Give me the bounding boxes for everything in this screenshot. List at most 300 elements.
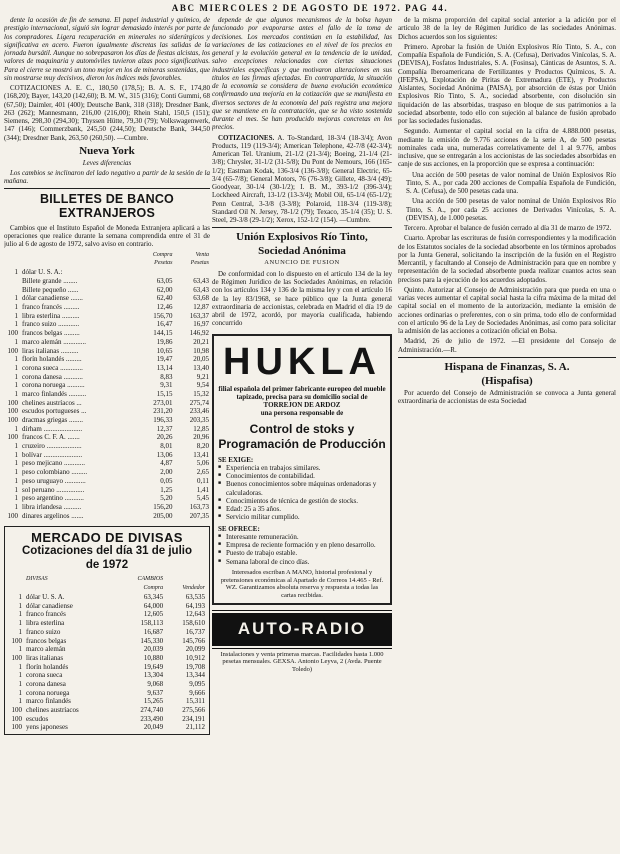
- cell-qty: 1: [14, 363, 18, 372]
- cell-buy: 196,33: [153, 416, 173, 424]
- cell-name: corona noruega ..........: [22, 381, 85, 390]
- cell-name: corona danesa ...........: [22, 372, 83, 381]
- mercado-table: [8, 575, 206, 731]
- cell-buy: 13,06: [156, 450, 173, 459]
- cell-buy: 12,37: [156, 424, 173, 433]
- cell-name: dólar canadiense: [26, 601, 73, 610]
- cell-sell: 5,06: [196, 459, 209, 468]
- table-row: [8, 645, 206, 654]
- table-row: [8, 628, 206, 637]
- billetes-header-buy: Compra: [152, 251, 173, 258]
- hukla-role: Control de stoks y Programación de Producción: [218, 421, 386, 451]
- cell-qty: 1: [14, 459, 18, 468]
- mercado-header-row: [8, 575, 206, 584]
- cell-buy: 9,068: [147, 679, 164, 688]
- cell-buy: 16,687: [143, 627, 164, 636]
- cell-qty: 1: [14, 268, 18, 277]
- cell-name: francos belgas .........: [22, 329, 80, 338]
- ny-quotes-label: COTIZACIONES.: [218, 133, 275, 142]
- table-row: [4, 320, 210, 329]
- acuerdo-cuarto: Cuarto. Aprobar las escrituras de fusión correspondientes y la modificación de los Estatutos sociales de la sociedad absorbente en los términos aprobados por la Junta General, solicitando la inscripción de la fusión en el Registro Mercantil, y facultando al Consejo de Administración para que en nombre y representación de la sociedad absorbente pueda realizar cuantos actos sean precisos para la ejecución de los acuerdos adoptados.: [398, 234, 616, 284]
- cell-name: dinares argelinos .......: [22, 511, 84, 520]
- cell-name: yens japoneses: [26, 723, 68, 732]
- list-item: ■ Semana laboral de cinco días.: [218, 558, 386, 566]
- billetes-subheader-row: [4, 259, 210, 268]
- se-ofrece-label: SE OFRECE:: [218, 524, 260, 533]
- cell-name: chelines austríacos: [26, 706, 79, 715]
- cell-buy: 62,00: [156, 285, 173, 294]
- cell-sell: 10,912: [185, 653, 205, 662]
- cell-qty: 100: [11, 706, 22, 715]
- cell-buy: 156,20: [153, 502, 173, 511]
- cell-buy: 19,47: [156, 355, 173, 364]
- cell-buy: 12,46: [156, 303, 173, 312]
- cell-sell: 158,610: [182, 619, 205, 628]
- cell-buy: 233,490: [140, 714, 164, 723]
- billetes-intro: Cambios que el Instituto Español de Moneda Extranjera aplicará a las operaciones que realice durante la semana comprendida entre el 31 de julio al 6 de agosto de 1972, salvo aviso en contrario.: [4, 223, 210, 249]
- acuerdo-primero: Primero. Aprobar la fusión de Unión Explosivos Río Tinto, S. A., con Compañía Española de Fundición, S. A. (Cefusa), Derivados Vinícolas, S. A. (DEVISA), Fosfatos Industriales, S. A. (Fosinsa), Cánticas de Asuntos, S. A. Compañía Iberoamericana de Fertilizantes y Productos Químicos, S. A. (IFEPSA), Explotación de Piritas de Extremadura (ETE), y Productos Aislantes, Sociedad Anónima (PAISA), por absorción de éstas por Unión Explosivos Río Tinto, S. A., sociedad absorbente, con disolución sin liquidación de las absorbidas, traspaso en bloque de sus patrimonios a la sociedad absorbente, todo ello con sujeción al balance de fusión aprobado por las sociedades fusionadas.: [398, 42, 616, 125]
- cell-name: marco finlandés: [26, 697, 71, 706]
- list-item: ■ Interesante remuneración.: [218, 533, 386, 541]
- ny-quotes-text: A. To-Standard, 18-3/4 (18-3/4); Avon Products, 119 (119-3/4); American Telephone, 42-7/8 (42-3/4); American Tel. Uranium, 21-1/2 (21-3/4); Boeing, 21-1/4 (21-3/8); Chrysler, 31-1/2 (31-5/8); Du Pont de Nemours, 166 (165-1/2); Eastman Kodak, 136-3/4 (136-3/8); General Electric, 65-3/4 (65-7/8); General Motors, 76 (76-3/8); Gillete, 48-3/4 (49); Goodyear, 30-1/4 (30-1/2); I. B. M., 393-1/2 (396-3/4); Lockheed Aircraft, 13-1/2 (13-3/4); Mobil Oil, 65-1/4 (65-1/2); Penn Central, 3-3/8 (3-3/8); Polaroid, 118-3/4 (119-3/8); Standard Oil N. Jersey, 78-1/2 (79); Texaco, 35-1/4 (35); U. S. Steel, 29-3/8 (29-1/2); Xerox, 152-1/2 (154). —Cumbre.: [212, 133, 392, 224]
- hukla-logo: HUKLA: [223, 340, 381, 383]
- cell-buy: 5,20: [160, 494, 173, 503]
- mercado-header-sell: Vendedor: [182, 584, 205, 591]
- se-exige-list: [218, 464, 386, 522]
- cell-buy: 20,039: [143, 645, 164, 654]
- table-row: [4, 416, 210, 425]
- table-row: [4, 485, 210, 494]
- union-subtitle: ANUNCIO DE FUSION: [264, 259, 340, 267]
- cell-buy: 158,113: [140, 619, 164, 628]
- table-row: [4, 494, 210, 503]
- cell-sell: 16,737: [185, 627, 205, 636]
- cell-qty: 1: [14, 303, 18, 312]
- cell-sell: 275,566: [182, 706, 205, 715]
- cell-sell: 163,37: [189, 311, 209, 320]
- cell-qty: 100: [7, 407, 18, 416]
- cell-qty: 1: [14, 355, 18, 364]
- table-row: [4, 355, 210, 364]
- table-row: [8, 688, 206, 697]
- cell-sell: 146,92: [189, 329, 209, 338]
- cell-sell: 163,73: [189, 502, 209, 511]
- union-title-2: Sociedad Anónima: [258, 245, 346, 258]
- cell-buy: 16,47: [156, 320, 173, 329]
- cell-buy: 9,31: [160, 381, 173, 390]
- cell-sell: 63,535: [185, 593, 205, 602]
- table-row: [4, 390, 210, 399]
- mercado-header-cambios: CAMBIOS: [137, 576, 164, 583]
- cell-qty: 1: [18, 688, 22, 697]
- cell-name: peso argentino ...........: [22, 494, 84, 503]
- cell-buy: 273,01: [153, 398, 173, 407]
- cell-sell: 13,40: [193, 363, 209, 372]
- cell-name: peso uruguayo ............: [22, 476, 86, 485]
- billetes-header-row: [4, 251, 210, 260]
- billetes-subheader-sell: Pesetas: [190, 260, 209, 267]
- table-row: [8, 697, 206, 706]
- table-row: [4, 277, 210, 286]
- cell-buy: 20,26: [156, 433, 173, 442]
- table-row: [8, 723, 206, 732]
- cell-sell: 207,35: [189, 511, 209, 520]
- autoradio-text: Instalaciones y venta primeras marcas. Facilidades hasta 1.000 pesetas mensuales. GEXSA. Antonio Leyva, 2 (Avda. Puente Toledo): [220, 650, 384, 673]
- cell-name: dólar canadiense .......: [22, 294, 83, 303]
- cell-qty: 1: [14, 476, 18, 485]
- cell-name: escudos portugueses ...: [22, 407, 87, 416]
- wall-street-intro: depende de que algunos mecanismos de la bolsa hayan funcionado por evaporarse antes el fallo de la toma de decisiones. Los mercados continúan en la estabilidad, las variaciones de las cotizaciones en el nivel de los precios en general y la evolución general en la tendencia de la unidad, salvo excepciones relacionadas con ciertas situaciones industriales específicas y que motivaron alteraciones en sus títulos en las firmas afectadas. En contrapartida, la situación de la economía se considera de buena evolución económica confirmando una mejoría en la cotización que se manifiesta en diversos sectores de la economía del país registra una mejora que se mantiene en la contratación, que se ha visto sostenida durante el mes. Se han producido mejoras concretas en los precios.: [212, 16, 392, 132]
- cell-buy: 145,330: [140, 636, 164, 645]
- se-ofrece-list: [218, 533, 386, 566]
- cell-qty: [4, 277, 21, 286]
- cell-name: florín holandés: [26, 662, 69, 671]
- cell-qty: 1: [18, 679, 22, 688]
- cell-qty: 100: [7, 329, 18, 338]
- cell-qty: 100: [11, 653, 22, 662]
- cell-sell: 145,766: [182, 636, 205, 645]
- cell-buy: 13,14: [156, 363, 173, 372]
- cell-buy: 0,05: [160, 476, 173, 485]
- canje-2: Una acción de 500 pesetas de valor nominal de Unión Explosivos Río Tinto, S. A., por cada 25 acciones de Derivados Vinícolas, S. A. (DEVISA), de 1.000 pesetas.: [406, 197, 616, 222]
- cell-sell: 64,193: [185, 601, 205, 610]
- cell-buy: 19,649: [143, 662, 164, 671]
- table-row: [8, 680, 206, 689]
- table-row: [4, 346, 210, 355]
- cell-buy: [136, 268, 173, 277]
- table-row: [4, 511, 210, 520]
- cell-name: corona noruega: [26, 688, 70, 697]
- cell-buy: 13,304: [143, 671, 164, 680]
- new-york-text: Los cambios se inclinaron del lado negativo a partir de la sesión de la mañana.: [4, 168, 210, 186]
- acuerdo-tercero: Tercero. Aprobar el balance de fusión cerrado al día 31 de marzo de 1972.: [404, 224, 612, 232]
- hispana-title: Hispana de Finanzas, S. A.: [444, 360, 570, 373]
- cell-name: corona sueca: [26, 671, 63, 680]
- table-row: [8, 610, 206, 619]
- autoradio-banner: AUTO-RADIO: [212, 613, 392, 645]
- cell-buy: 10,880: [143, 653, 164, 662]
- cell-buy: 8,83: [160, 372, 173, 381]
- table-row: [4, 303, 210, 312]
- table-row: [8, 593, 206, 602]
- cell-name: franco suizo ............: [22, 320, 80, 329]
- cell-sell: 19,708: [185, 662, 205, 671]
- table-row: [4, 442, 210, 451]
- acuerdo-segundo: Segundo. Aumentar el capital social en la cifra de 4.888.000 pesetas, mediante la emisión de 9.776 acciones de la serie A, de 500 pesetas nominales cada una, numeradas correlativamente del 1 al 9.776, ambos inclusive, que se entregarán a los accionistas de las sociedades absorbidas en canje de sus acciones, en la proporción que se expresa a continuación:: [398, 127, 616, 169]
- cell-qty: 1: [14, 372, 18, 381]
- cell-qty: 1: [18, 610, 22, 619]
- cell-name: Billete grande ........: [22, 277, 78, 285]
- cell-buy: 63,345: [143, 593, 164, 602]
- mercado-header-buy: Compra: [143, 584, 164, 591]
- cell-sell: 9,095: [189, 679, 205, 688]
- table-row: [4, 381, 210, 390]
- list-item: ■ Buenos conocimientos sobre máquinas ordenadoras y calculadoras.: [218, 480, 386, 497]
- cell-sell: 0,11: [197, 476, 209, 485]
- list-item: ■ Edad: 25 a 35 años.: [218, 505, 386, 513]
- list-item: ■ Experiencia en trabajos similares.: [218, 464, 386, 472]
- cell-sell: 15,32: [193, 389, 209, 398]
- cell-qty: 1: [14, 450, 18, 459]
- hukla-person: una persona responsable de: [260, 409, 344, 418]
- new-york-title: Nueva York: [79, 144, 135, 157]
- cell-sell: 12,85: [193, 424, 209, 433]
- cell-buy: 15,265: [143, 697, 164, 706]
- cell-qty: 100: [7, 511, 18, 520]
- table-row: [4, 372, 210, 381]
- divider: [212, 227, 392, 228]
- union-continued-text: de la misma proporción del capital social anterior a la adición por el artículo 38 de la ley de Régimen Jurídico de las sociedades Anónimas. Dichos acuerdos son los siguientes:: [398, 16, 616, 41]
- cell-buy: 8,01: [160, 442, 173, 451]
- billetes-title: BILLETES DE BANCO EXTRANJEROS: [40, 192, 174, 221]
- table-row: [4, 477, 210, 486]
- cell-qty: 1: [18, 601, 22, 610]
- cell-sell: 63,43: [193, 277, 209, 285]
- cell-buy: 1,25: [160, 485, 173, 494]
- cell-sell: 12,87: [193, 303, 209, 312]
- cell-sell: 275,74: [189, 398, 209, 407]
- column-2: [212, 16, 392, 848]
- cell-name: dólar U. S. A.: [26, 593, 65, 602]
- cell-buy: 15,15: [156, 389, 173, 398]
- cell-sell: 15,311: [186, 697, 205, 706]
- cell-name: francos C. F. A. .......: [22, 433, 80, 442]
- cell-name: escudos: [26, 714, 49, 723]
- cell-name: libra esterlina: [26, 619, 65, 628]
- cell-sell: 9,54: [196, 381, 209, 390]
- list-item: ■ Empresa de reciente formación y en pleno desarrollo.: [218, 541, 386, 549]
- cell-name: florín holandés .........: [22, 355, 82, 364]
- cell-sell: 63,68: [193, 294, 209, 303]
- cell-sell: 9,21: [196, 372, 209, 381]
- frankfurt-quotes: COTIZACIONES A. E. C., 180,50 (178,5); B. A. S. F., 174,80 (168,20); Bayer, 143,20 (142,60); B. M. W., 315 (316); Conti Gummi, 68 (67,50); Daimler, 401 (400); Deutsche Bank, 318 (318); Dresdner Bank, 263 (262); Mannesmann, 216,00 (216,00); Rhein Stahl, 150,5 (151); Siemens, 298,30 (294,30); Thyssen Hütte, 79,30 (79); Volkswagenwerk, 147 (146); Commerzbank, 245,50 (244,50); Deutsche Bank, 344,50 (344); Dresdner Bank, 263,50 (260,50). —Cumbre.: [4, 84, 210, 142]
- table-row: [4, 294, 210, 303]
- cell-name: corona sueca .............: [22, 363, 83, 372]
- cell-sell: 9,666: [189, 688, 205, 697]
- cell-sell: 2,65: [196, 468, 209, 477]
- cell-buy: 19,86: [156, 337, 173, 346]
- mercado-subtitle-year: de 1972: [85, 558, 129, 571]
- cell-buy: 274,740: [140, 706, 164, 715]
- cell-name: peso colombiano .........: [22, 468, 88, 477]
- table-row: [8, 619, 206, 628]
- cell-qty: [4, 285, 21, 294]
- cell-buy: 231,20: [153, 407, 173, 416]
- mercado-title: MERCADO DE DIVISAS: [31, 530, 183, 546]
- se-exige-label: SE EXIGE:: [218, 455, 254, 464]
- page-header: ABC MIERCOLES 2 DE AGOSTO DE 1972. PAG 44.: [171, 3, 449, 13]
- billetes-subheader-buy: Pesetas: [154, 260, 173, 267]
- table-row: [4, 451, 210, 460]
- table-row: [4, 468, 210, 477]
- cell-qty: 1: [18, 619, 22, 628]
- cell-qty: 1: [14, 494, 18, 503]
- cell-qty: 1: [14, 424, 18, 433]
- table-row: [4, 364, 210, 373]
- cell-sell: 8,20: [196, 442, 209, 451]
- cell-qty: 1: [14, 442, 18, 451]
- cell-qty: 1: [14, 294, 18, 303]
- cell-buy: 4,87: [160, 459, 173, 468]
- table-row: [8, 654, 206, 663]
- cell-sell: 13,344: [185, 671, 205, 680]
- table-row: [4, 459, 210, 468]
- hispana-subtitle: (Hispafisa): [481, 374, 533, 387]
- cell-name: sol peruano ................: [22, 485, 85, 494]
- table-row: [4, 329, 210, 338]
- table-row: [4, 503, 210, 512]
- cell-qty: 1: [14, 502, 18, 511]
- cell-buy: 144,15: [153, 329, 173, 338]
- cell-qty: 1: [14, 468, 18, 477]
- cell-sell: 20,21: [193, 337, 209, 346]
- table-row: [4, 407, 210, 416]
- cell-name: dólar U. S. A.:: [22, 268, 63, 277]
- cell-qty: 1: [18, 593, 22, 602]
- ny-quotes: [212, 134, 392, 225]
- cell-name: libra esterlina ..........: [22, 311, 80, 320]
- cell-qty: 1: [14, 320, 18, 329]
- cell-name: peso mejicano ............: [22, 459, 85, 468]
- table-row: [4, 398, 210, 407]
- cell-buy: 20,049: [143, 723, 164, 732]
- billetes-table: [4, 251, 210, 520]
- cell-buy: 9,637: [147, 688, 164, 697]
- new-york-subtitle: Leves diferencias: [82, 158, 132, 167]
- hukla-place: TORREJON DE ARDOZ: [263, 401, 341, 410]
- cell-buy: 10,65: [156, 346, 173, 355]
- cell-name: chelines austríacos ...: [22, 398, 82, 407]
- cell-buy: 63,05: [156, 277, 173, 285]
- cell-buy: 12,605: [143, 610, 164, 619]
- cell-sell: 203,35: [189, 416, 209, 424]
- union-text: De conformidad con lo dispuesto en el artículo 134 de la ley de Régimen Jurídico de las Sociedades Anónimas, en relación con los artículos 134 y 136 de la misma ley y con el artículo 16 de la ley 83/1968, se hace público que la Junta general extraordinaria de accionistas, celebrada en Madrid el día 19 de abril de 1972, acordó, por mayoría cualificada, habiendo concurrido: [212, 269, 392, 328]
- cell-name: Billete pequeño ......: [22, 285, 79, 294]
- cell-sell: 10,98: [193, 346, 209, 355]
- hukla-intro: filial española del primer fabricante europeo del mueble tapizado, precisa para su domicilio social de: [218, 384, 386, 401]
- acuerdo-quinto: Quinto. Autorizar al Consejo de Administración para que pueda en una o varias veces aumentar el capital social hasta la cifra máxima de la mitad del capital social en el momento de la autorización, mediante la emisión de acciones ordinarias o preferentes, con o sin prima, todo ello de conformidad con el artículo 96 de la Ley de Sociedades Anónimas, así como para solicitar la admisión de las acciones a cotización oficial en Bolsa.: [398, 285, 616, 335]
- cell-name: liras italianas: [26, 653, 64, 662]
- cell-name: dírham ......................: [22, 424, 83, 433]
- cell-buy: 156,70: [153, 311, 173, 320]
- divider: [4, 188, 210, 189]
- table-row: [4, 433, 210, 442]
- cell-qty: 100: [7, 433, 18, 442]
- cell-sell: 16,97: [193, 320, 209, 329]
- cell-qty: 1: [18, 645, 22, 654]
- cell-name: bolívar ......................: [22, 450, 83, 459]
- table-row: [4, 424, 210, 433]
- cell-qty: 1: [14, 311, 18, 320]
- list-item: ■ Conocimientos de técnica de gestión de stocks.: [218, 497, 386, 505]
- cell-name: marco alemán: [26, 645, 66, 654]
- list-item: ■ Puesto de trabajo estable.: [218, 549, 386, 557]
- market-intro-text: dente la ocasión de fin de semana. El papel industrial y químico, de prestigio internacional, siguió sin lograr demasiado interés por parte de los compradores. Ligera recuperación en minerales no siderúrgicos y significativa en acero. Fueron igualmente discretas las salidas de la jornada bursátil. Aunque no sobrepasaron los días de fiestas alcistas, los valores de maquinaria y automóviles tuvieron alzas poco significativas. Para el cierre se mostró un tono mejor en los de mineras sostenidas, que sin mostrarse muy decisivos, dieron los índices más favorables.: [4, 16, 210, 82]
- table-row: [8, 602, 206, 611]
- table-row: [8, 662, 206, 671]
- cell-qty: 100: [11, 723, 22, 732]
- cell-qty: 100: [7, 346, 18, 355]
- table-row: [4, 268, 210, 277]
- cell-sell: 233,46: [189, 407, 209, 416]
- cell-qty: 1: [18, 671, 22, 680]
- mercado-header-divisas: DIVISAS: [26, 576, 48, 583]
- cell-qty: 100: [11, 636, 22, 645]
- cell-name: corona danesa: [26, 679, 66, 688]
- cell-qty: 1: [18, 627, 22, 636]
- hukla-ad: [212, 334, 392, 606]
- mercado-divisas-box: [4, 526, 210, 735]
- cell-buy: 205,00: [153, 511, 173, 520]
- hukla-footer: Interesados escriban A MANO, historial profesional y pretensiones económicas al Apartado de Correos 14.465 - Ref. WZ. Garantizamos absoluta reserva y respuesta a todas las cartas recibidas.: [220, 568, 384, 599]
- cell-qty: 100: [7, 416, 18, 424]
- cell-sell: 13,41: [193, 450, 209, 459]
- hispana-text: Por acuerdo del Consejo de Administración se convoca a Junta general extraordinaria de accionistas de esta Sociedad: [398, 388, 616, 405]
- billetes-header-sell: Venta: [195, 251, 209, 258]
- cell-qty: 1: [18, 697, 22, 706]
- cell-name: libra irlandesa ..........: [22, 502, 82, 511]
- firma: Madrid, 26 de julio de 1972. —El presidente del Consejo de Administración.—R.: [398, 337, 616, 354]
- table-row: [8, 636, 206, 645]
- cell-buy: 64,000: [143, 601, 164, 610]
- cell-qty: 1: [14, 337, 18, 346]
- cell-name: dracmas griegas ........: [22, 416, 84, 424]
- cell-sell: 12,643: [185, 610, 205, 619]
- cell-buy: 2,00: [160, 468, 173, 477]
- cell-name: franco suizo: [26, 627, 61, 636]
- cell-sell: 20,96: [193, 433, 209, 442]
- cell-name: cruzeiro ....................: [22, 442, 82, 451]
- list-item: ■ Conocimientos de contabilidad.: [218, 472, 386, 480]
- table-row: [8, 714, 206, 723]
- cell-qty: 1: [14, 389, 18, 398]
- cell-sell: 20,05: [193, 355, 209, 364]
- cell-sell: 20,099: [185, 645, 205, 654]
- cell-name: liras italianas ..........: [22, 346, 79, 355]
- cell-sell: 21,112: [186, 723, 205, 732]
- table-row: [8, 706, 206, 715]
- column-3: [398, 16, 616, 848]
- cell-sell: 234,191: [182, 714, 205, 723]
- canje-1: Una acción de 500 pesetas de valor nominal de Unión Explosivos Río Tinto, S. A., por cada 200 acciones de Compañía Española de Fundición, S. A. (Cefusa), de 500 pesetas cada una.: [406, 170, 616, 195]
- cell-sell: 63,43: [193, 285, 209, 294]
- union-title-1: Unión Explosivos Río Tinto,: [236, 231, 368, 244]
- table-row: [4, 312, 210, 321]
- cell-qty: 100: [11, 714, 22, 723]
- cell-qty: 1: [18, 662, 22, 671]
- cell-name: franco francés .........: [22, 303, 80, 312]
- cell-buy: 62,40: [156, 294, 173, 303]
- table-row: [4, 285, 210, 294]
- cell-name: marco finlandés ..........: [22, 389, 87, 398]
- cell-qty: 1: [14, 485, 18, 494]
- cell-name: francos belgas: [26, 636, 67, 645]
- cell-name: franco francés: [26, 610, 66, 619]
- cell-sell: 1,41: [196, 485, 209, 494]
- divider: [398, 357, 616, 358]
- list-item: ■ Servicio militar cumplido.: [218, 513, 386, 521]
- cell-qty: 100: [7, 398, 18, 407]
- mercado-subheader-row: [8, 584, 206, 593]
- table-row: [4, 338, 210, 347]
- cell-sell: 5,45: [196, 494, 209, 503]
- cell-name: marco alemán .............: [22, 337, 86, 346]
- mercado-subtitle: Cotizaciones del día 31 de julio: [22, 545, 192, 558]
- cell-sell: [173, 268, 210, 277]
- cell-qty: 1: [14, 381, 18, 390]
- table-row: [8, 671, 206, 680]
- column-1: [4, 16, 210, 848]
